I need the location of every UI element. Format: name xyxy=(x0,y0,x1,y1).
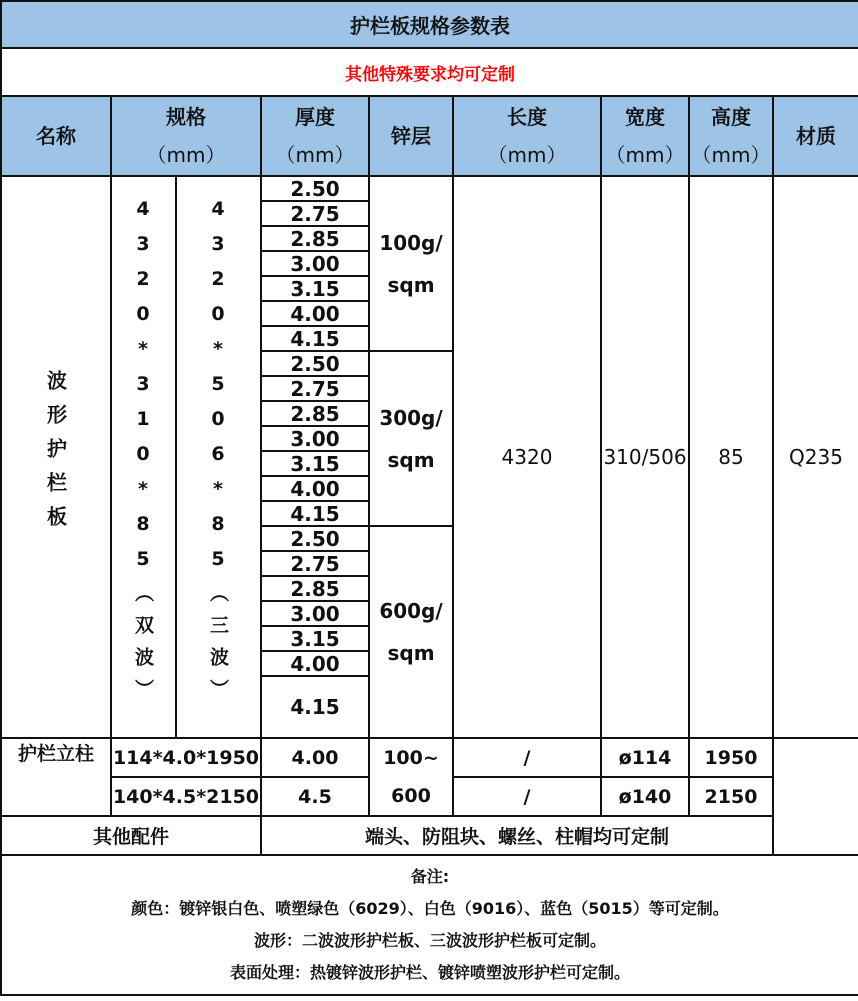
table-title: 护栏板规格参数表 xyxy=(1,1,858,48)
spec-double xyxy=(111,176,176,738)
zinc-text: 300g/sqm xyxy=(379,405,443,472)
thickness-cell: 4.15 xyxy=(261,676,369,738)
notes-line: 表面处理：热镀锌波形护栏、镀锌喷塑波形护栏可定制。 xyxy=(229,963,630,982)
thickness-cell: 2.75 xyxy=(261,201,369,226)
post-width: ø114 xyxy=(601,738,689,777)
header-thickness: 厚度 （mm） xyxy=(261,96,369,176)
header-zinc: 锌层 xyxy=(369,96,453,176)
post-height: 1950 xyxy=(689,738,773,777)
thickness-cell: 2.75 xyxy=(261,551,369,576)
thickness-cell: 3.00 xyxy=(261,426,369,451)
thickness-cell: 4.15 xyxy=(261,501,369,526)
post-length: / xyxy=(453,738,601,777)
thickness-cell: 4.00 xyxy=(261,476,369,501)
thickness-cell: 3.15 xyxy=(261,451,369,476)
zinc-text: 100g/sqm xyxy=(379,230,443,297)
header-length: 长度 （mm） xyxy=(453,96,601,176)
post-width: ø140 xyxy=(601,777,689,816)
thickness-cell: 4.00 xyxy=(261,651,369,676)
thickness-cell: 3.15 xyxy=(261,276,369,301)
table-subtitle: 其他特殊要求均可定制 xyxy=(1,48,858,96)
spec-triple xyxy=(176,176,261,738)
table-row xyxy=(1,176,858,201)
header-width: 宽度 （mm） xyxy=(601,96,689,176)
board-height: 85 xyxy=(689,176,773,738)
header-spec: 规格 （mm） xyxy=(111,96,261,176)
header-material: 材质 xyxy=(773,96,858,176)
board-material: Q235 xyxy=(773,176,858,738)
thickness-cell: 2.50 xyxy=(261,176,369,201)
other-parts-name: 其他配件 xyxy=(1,816,261,855)
other-parts-value: 端头、防阻块、螺丝、柱帽均可定制 xyxy=(261,816,773,855)
thickness-cell: 2.50 xyxy=(261,351,369,376)
post-height: 2150 xyxy=(689,777,773,816)
zinc-cell xyxy=(369,351,453,526)
thickness-cell: 3.00 xyxy=(261,251,369,276)
zinc-text: 600g/sqm xyxy=(379,599,443,665)
thickness-cell: 4.00 xyxy=(261,301,369,326)
header-height: 高度 （mm） xyxy=(689,96,773,176)
notes-line: 颜色：镀锌银白色、喷塑绿色（6029）、白色（9016）、蓝色（5015）等可定制。 xyxy=(131,899,729,918)
thickness-cell: 3.15 xyxy=(261,626,369,651)
post-thickness: 4.00 xyxy=(261,738,369,777)
post-spec: 140*4.5*2150 xyxy=(111,777,261,816)
post-thickness: 4.5 xyxy=(261,777,369,816)
board-width: 310/506 xyxy=(601,176,689,738)
spec-double-text: 4320*310*85（双波） xyxy=(132,198,154,711)
thickness-cell: 2.75 xyxy=(261,376,369,401)
thickness-cell: 2.85 xyxy=(261,401,369,426)
board-name-text: 波形护栏板 xyxy=(43,369,68,540)
thickness-cell: 2.85 xyxy=(261,576,369,601)
thickness-cell: 2.50 xyxy=(261,526,369,551)
notes-label: 备注: xyxy=(410,867,450,886)
post-zinc: 100~600 xyxy=(369,738,453,816)
spec-triple-text: 4320*506*85（三波） xyxy=(207,198,229,711)
post-spec: 114*4.0*1950 xyxy=(111,738,261,777)
thickness-cell: 3.00 xyxy=(261,601,369,626)
board-name xyxy=(1,176,111,738)
zinc-cell xyxy=(369,526,453,738)
board-length: 4320 xyxy=(453,176,601,738)
thickness-cell: 4.15 xyxy=(261,326,369,351)
notes-line: 波形：二波波形护栏板、三波波形护栏板可定制。 xyxy=(253,931,606,950)
notes xyxy=(1,855,858,995)
header-name: 名称 xyxy=(1,96,111,176)
post-length: / xyxy=(453,777,601,816)
post-name: 护栏立柱 xyxy=(1,738,111,816)
zinc-cell xyxy=(369,176,453,351)
thickness-cell: 2.85 xyxy=(261,226,369,251)
